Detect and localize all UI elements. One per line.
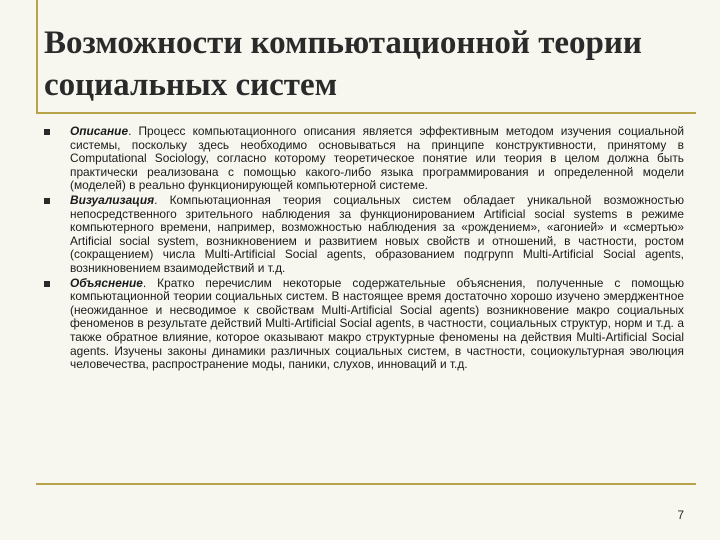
square-bullet-icon bbox=[44, 129, 50, 135]
title-divider bbox=[36, 112, 696, 114]
footer-divider bbox=[36, 483, 696, 485]
list-item bbox=[44, 194, 684, 276]
list-item bbox=[44, 125, 684, 193]
item-term: Описание bbox=[70, 124, 129, 138]
title-accent-line bbox=[36, 0, 38, 112]
slide-title: Возможности компьютационной теории социальных систем bbox=[44, 25, 642, 103]
bullet-list bbox=[44, 125, 684, 373]
item-term: Визуализация bbox=[70, 192, 155, 207]
item-text: . Компьютационная теория социальных систем обладает уникальной возможностью непосредственного зрительного наблюдения за функционированием Artificial social systems в режиме компьютерного времени, например, возможностью наблюдения за «рождением», «агонией» и «смертью» Artificial social system, возникновением и развитием новых свойств и отношений, в частности, ростом (сокращением) числа Multi-Artificial Social agents, образованием подгрупп Multi-Artificial Social agents, возникновением взаимодействий и т.д. bbox=[70, 192, 684, 275]
square-bullet-icon bbox=[44, 198, 50, 204]
item-text: . Процесс компьютационного описания является эффективным методом изучения социальной системы, поскольку здесь необходимо основываться на принципе конструктивности, принятому в Computational Sociology, согласно которому теоретическое понятие или теория в целом должна быть практически реализована с помощью какого-либо языка программирования и определенной модели (моделей) в реально функционирующей компьютерной системе. bbox=[70, 124, 684, 193]
page-number: 7 bbox=[677, 508, 684, 522]
item-term: Объяснение bbox=[70, 275, 143, 290]
square-bullet-icon bbox=[44, 281, 50, 287]
list-item bbox=[44, 277, 684, 372]
item-text: . Кратко перечислим некоторые содержательные объяснения, полученные с помощью компьютационной теории социальных систем. В настоящее время достаточно хорошо изучено эмерджентное (неожиданное и несводимое к свойствам Multi-Artificial Social agents) возникновение макро социальных феноменов в результате действий Multi-Artificial Social agents, в частности, социальных структур, норм и т.д. а также обратное влияние, которое оказывают макро структурные феномены на действия Multi-Artificial Social agents. Изучены законы динамики различных социальных систем, в частности, социокультурная эволюция человечества, распространение моды, паники, слухов, инноваций и т.д. bbox=[70, 275, 684, 372]
